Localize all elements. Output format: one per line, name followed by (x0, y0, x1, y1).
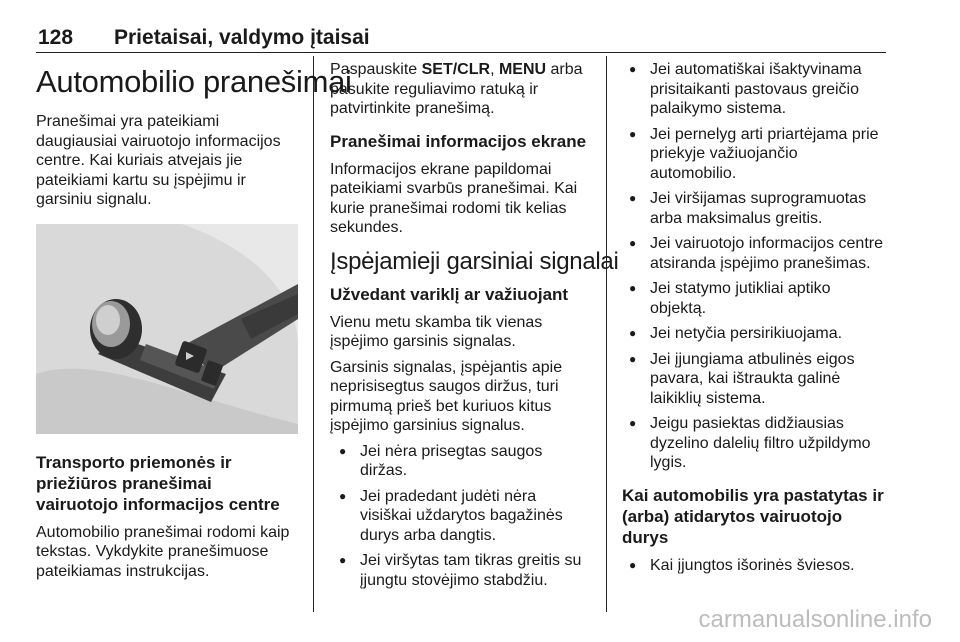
chime-list-1 (330, 442, 592, 591)
info-display-paragraph: Informacijos ekrane papildomai pateikiami svarbūs pranešimai. Kai kurie pranešimai rodomi tik kelias sekundes. (330, 160, 578, 236)
list-item: ● Jei statymo jutikliai aptiko objektą. (622, 279, 888, 318)
list-item: ● Jeigu pasiektas didžiausias dyzelino dalelių filtro užpildymo lygis. (622, 414, 888, 473)
heading-info-display: Pranešimai informacijos ekrane (330, 131, 587, 151)
starting-paragraph-2: Garsinis signalas, įspėjantis apie neprisisegtus saugos diržus, turi pirmumą prieš bet kuriuos kitus įspėjimo garsinius signalus. (330, 358, 563, 434)
menu-label: MENU (498, 61, 547, 78)
list-item: ● Jei viršijamas suprogramuotas arba maksimalus greitis. (622, 189, 888, 228)
chime-list-3 (622, 556, 888, 576)
list-item: ● Jei automatiškai išaktyvinama prisitaikanti pastovaus greičio palaikymo sistema. (622, 60, 888, 119)
stalk-lever-photo (36, 224, 298, 434)
confirm-paragraph (330, 60, 592, 119)
intro-paragraph: Pranešimai yra pateikiami daugiausiai vairuotojo informacijos centre. Kai kuriais atvejais jie pateikiami kartu su įspėjimu ir garsiniu signalu. (36, 113, 281, 208)
header-rule (36, 52, 886, 53)
column-1 (36, 60, 352, 587)
column-2 (330, 60, 619, 596)
heading-parked-door-open: Kai automobilis yra pastatytas ir (arba) atidarytos vairuotojo durys (622, 485, 884, 547)
confirm-text-1: Paspauskite (330, 61, 422, 78)
starting-paragraph-1: Vienu metu skamba tik vienas įspėjimo garsinis signalas. (330, 313, 543, 350)
list-item: ● Jei vairuotojo informacijos centre atsiranda įspėjimo pranešimas. (622, 234, 888, 273)
subheading-vehicle-messages: Transporto priemonės ir priežiūros pranešimai vairuotojo informacijos centre (36, 452, 280, 514)
list-item: ● Jei pradedant judėti nėra visiškai uždarytos bagažinės durys arba dangtis. (330, 487, 592, 546)
vehicle-messages-body: Automobilio pranešimai rodomi kaip tekstas. Vykdykite pranešimuose pateikiamas instrukcijas. (36, 523, 290, 580)
list-item: ● Jei netyčia persirikiuojama. (622, 324, 888, 344)
list-item: ● Jei įjungiama atbulinės eigos pavara, kai ištraukta galinė laikiklių sistema. (622, 350, 888, 409)
stalk-lever-illustration (36, 224, 298, 434)
page-title: Automobilio pranešimai (36, 64, 352, 99)
chime-list-2 (622, 60, 888, 473)
list-item: ● Jei nėra prisegtas saugos diržas. (330, 442, 592, 481)
list-item: ● Jei pernelyg arti priartėjama prie priekyje važiuojančio automobilio. (622, 125, 888, 184)
heading-starting-engine: Užvedant variklį ar važiuojant (330, 284, 569, 304)
set-clr-label: SET/CLR (421, 61, 491, 78)
page-header (38, 26, 370, 50)
list-item: ● Kai įjungtos išorinės šviesos. (622, 556, 888, 576)
column-divider-1 (313, 56, 314, 612)
column-3 (622, 60, 888, 581)
watermark: carmanualsonline.info (698, 606, 932, 633)
confirm-text-3: arba pasukite reguliavimo ratuką ir patvirtinkite pranešimą. (330, 61, 583, 117)
column-divider-2 (606, 56, 607, 612)
section-title: Prietaisai, valdymo įtaisai (114, 26, 370, 49)
list-item: ● Jei viršytas tam tikras greitis su įjungtu stovėjimo stabdžiu. (330, 551, 592, 590)
heading-warning-chimes: Įspėjamieji garsiniai signalai (330, 247, 619, 275)
page-number: 128 (38, 26, 74, 49)
confirm-text-2: , (490, 61, 499, 78)
